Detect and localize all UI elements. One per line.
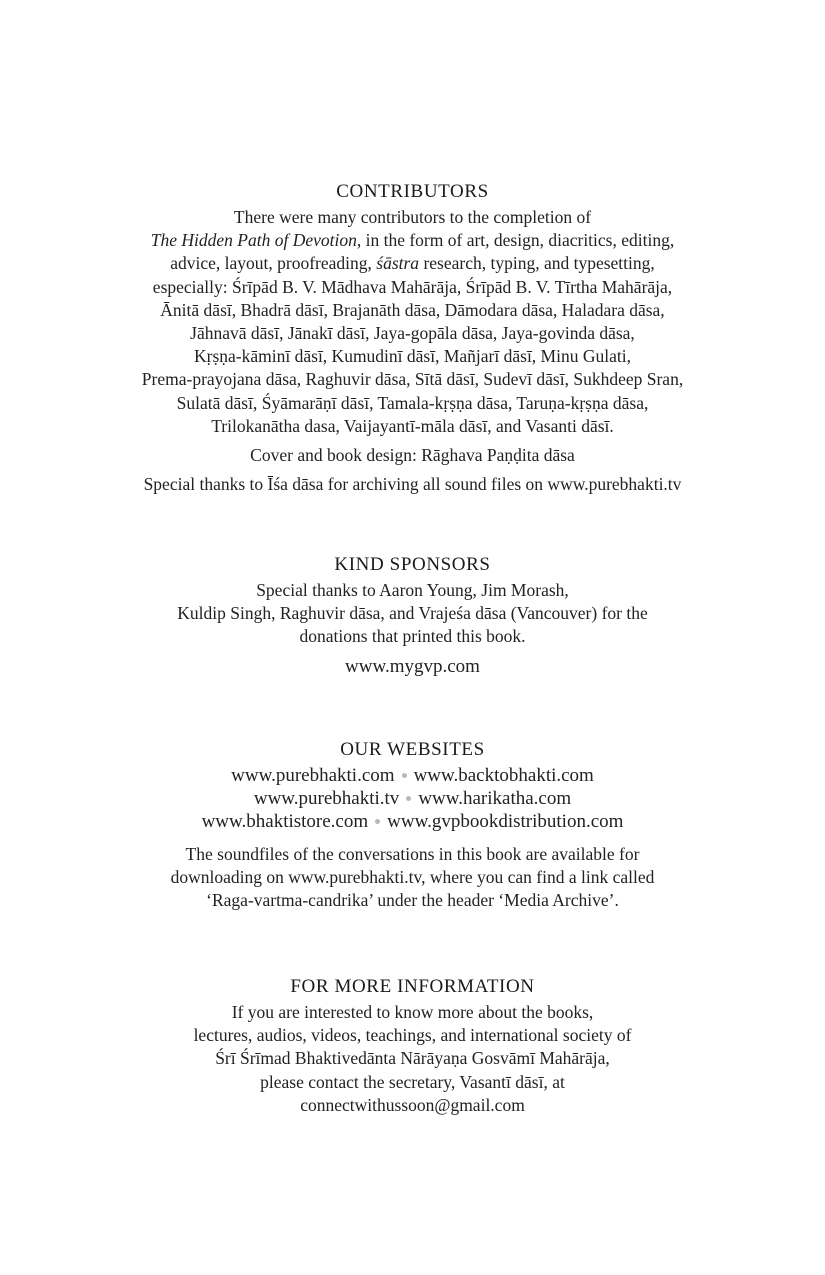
bullet-separator-icon (402, 773, 407, 778)
bullet-separator-icon (406, 796, 411, 801)
more-info-section (0, 975, 825, 1117)
more-info-line: lectures, audios, videos, teachings, and international society of (193, 1025, 632, 1046)
soundfiles-note-line: downloading on www.purebhakti.tv, where you can find a link called (170, 867, 655, 888)
contact-email[interactable]: connectwithussoon@gmail.com (300, 1094, 525, 1115)
contributors-line: Kṛṣṇa-kāminī dāsī, Kumudinī dāsī, Mañjarī dāsī, Minu Gulati, (194, 346, 631, 367)
more-info-line: If you are interested to know more about the books, (231, 1002, 594, 1022)
more-info-line: please contact the secretary, Vasantī dāsī, at (260, 1071, 565, 1092)
contributors-body (0, 206, 825, 438)
contributors-line: Trilokanātha dasa, Vaijayantī-māla dāsī, and Vasanti dāsī. (211, 415, 614, 436)
websites-heading: OUR WEBSITES (340, 739, 485, 760)
sponsors-line: donations that printed this book. (299, 626, 526, 647)
websites-row (0, 787, 825, 810)
soundfiles-note-line: ‘Raga-vartma-candrika’ under the header ‘Media Archive’. (206, 890, 619, 911)
more-info-line: Śrī Śrīmad Bhaktivedānta Nārāyaṇa Gosvāmī Mahārāja, (215, 1048, 610, 1069)
sponsors-line: Special thanks to Aaron Young, Jim Morash, (256, 580, 569, 600)
contributors-line-part: advice, layout, proofreading, (170, 253, 377, 274)
soundfiles-note-line: The soundfiles of the conversations in this book are available for (185, 844, 640, 864)
website-link[interactable]: www.gvpbookdistribution.com (387, 811, 624, 832)
sponsors-heading: KIND SPONSORS (334, 554, 491, 575)
cover-design-credit: Cover and book design: Rāghava Paṇḍita dāsa (250, 445, 575, 466)
sponsors-website-link[interactable]: www.mygvp.com (345, 655, 480, 677)
sponsors-body (0, 579, 825, 649)
contributors-line: especially: Śrīpād B. V. Mādhava Mahārāja, Śrīpād B. V. Tīrtha Mahārāja, (152, 276, 673, 297)
contributors-line-rest: , in the form of art, design, diacritics, editing, (356, 230, 675, 251)
bullet-separator-icon (375, 819, 380, 824)
website-link[interactable]: www.purebhakti.com (231, 765, 395, 786)
contributors-line (0, 252, 825, 275)
contributors-line: There were many contributors to the completion of (233, 207, 592, 227)
contributors-line-part: research, typing, and typesetting, (419, 253, 655, 274)
contributors-line: Jāhnavā dāsī, Jānakī dāsī, Jaya-gopāla dāsa, Jaya-govinda dāsa, (190, 323, 635, 344)
soundfiles-note (0, 843, 825, 913)
website-link[interactable]: www.harikatha.com (418, 788, 572, 809)
more-info-body (0, 1001, 825, 1117)
websites-row (0, 810, 825, 833)
sponsors-section (0, 553, 825, 678)
contributors-line: Sulatā dāsī, Śyāmarāṇī dāsī, Tamala-kṛṣṇa dāsa, Taruṇa-kṛṣṇa dāsa, (176, 392, 649, 413)
contributors-line: Prema-prayojana dāsa, Raghuvir dāsa, Sītā dāsī, Sudevī dāsī, Sukhdeep Sran, (141, 369, 684, 390)
website-link[interactable]: www.backtobhakti.com (413, 765, 594, 786)
sponsors-line: Kuldip Singh, Raghuvir dāsa, and Vrajeśa dāsa (Vancouver) for the (177, 603, 648, 624)
website-link[interactable]: www.purebhakti.tv (253, 788, 400, 809)
website-link[interactable]: www.bhaktistore.com (201, 811, 369, 832)
book-title: The Hidden Path of Devotion (150, 230, 357, 251)
contributors-line (0, 229, 825, 252)
websites-section (0, 738, 825, 913)
special-thanks-credit: Special thanks to Īśa dāsa for archiving all sound files on www.purebhakti.tv (143, 474, 682, 495)
sastra-term: śāstra (376, 253, 420, 274)
contributors-line: Ānitā dāsī, Bhadrā dāsī, Brajanāth dāsa, Dāmodara dāsa, Haladara dāsa, (160, 299, 665, 320)
more-info-heading: FOR MORE INFORMATION (290, 976, 535, 997)
contributors-section (0, 180, 825, 496)
contributors-heading: CONTRIBUTORS (336, 181, 489, 202)
websites-row (0, 764, 825, 787)
